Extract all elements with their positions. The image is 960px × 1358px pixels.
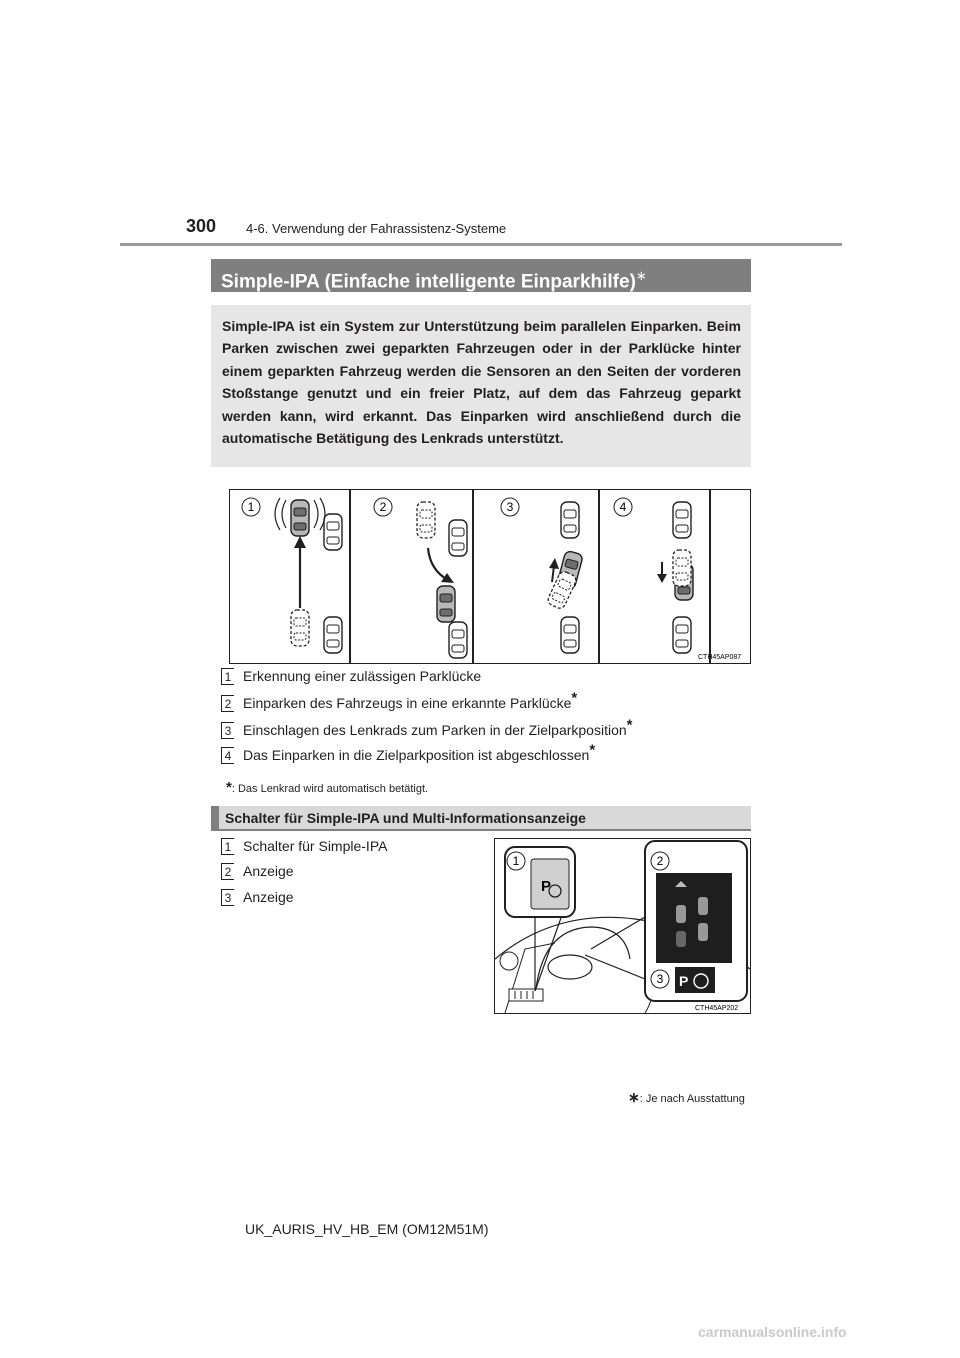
watermark: carmanualsonline.info [698,1324,847,1340]
intro-text: Simple-IPA ist ein System zur Unterstützung beim parallelen Einparken. Beim Parken zwischen zwei geparkten Fahrzeugen oder in der Parklücke hinter einem geparkten Fahrzeug werden die Sensoren an den Seiten der vorderen Stoßstange genutzt und ein freier Platz, auf dem das Fahrzeug geparkt werden kann, wird erkannt. Das Einparken wird anschließend durch die automatische Betätigung des Lenkrads unterstützt. [222,318,741,447]
switch-display-illustration [495,839,750,1013]
parking-sequence-figure [229,489,751,664]
steps-footnote [226,779,428,796]
display-letter: P [679,973,689,989]
item-text: Schalter für Simple-IPA [243,838,388,854]
subsection-title: Schalter für Simple-IPA und Multi-Informationsanzeige [211,806,751,831]
panel-4-complete [657,502,693,653]
footnote-mark: * [226,779,232,796]
step-text: Das Einparken in die Zielparkposition ist abgeschlossen [243,747,590,763]
panel-2-parking [417,502,467,658]
item-text: Anzeige [243,889,294,905]
item-number: 3 [221,889,234,906]
page-number: 300 [186,216,217,236]
svg-text:2: 2 [379,500,387,514]
item-number: 1 [221,838,234,855]
svg-text:3: 3 [656,972,664,986]
document-id: UK_AURIS_HV_HB_EM (OM12M51M) [245,1221,489,1237]
item-text: Anzeige [243,863,294,879]
section-title-text: Simple-IPA (Einfache intelligente Einparkhilfe) [221,271,636,293]
note-mark: ∗ [628,1089,640,1105]
figure1-code: CTH45AP087 [698,654,742,661]
footnote-text: : Das Lenkrad wird automatisch betätigt. [231,783,429,795]
section-title [211,259,751,292]
step-number: 4 [221,747,234,764]
callout-4 [614,498,632,516]
step-number: 1 [221,668,234,685]
step-text: Einparken des Fahrzeugs in eine erkannte Parklücke [243,695,572,711]
step-number: 3 [221,722,234,739]
ipa-switch-letter: P [541,878,552,895]
figure2-code: CTH45AP202 [695,1005,739,1012]
equipment-note [628,1089,745,1106]
callout-2 [374,498,392,516]
step-text: Einschlagen des Lenkrads zum Parken in der Zielparkposition [243,722,627,738]
panel-1-detection [275,498,342,653]
svg-text:2: 2 [656,854,664,868]
step-text: Erkennung einer zulässigen Parklücke [243,668,482,684]
callout-3 [501,498,519,516]
intro-box [211,305,751,467]
switch-display-figure [494,838,751,1014]
svg-text:3: 3 [506,500,514,514]
parking-sequence-illustration [230,490,750,663]
note-text: : Je nach Ausstattung [639,1093,745,1105]
svg-text:4: 4 [619,500,627,514]
chapter-title: 4-6. Verwendung der Fahrassistenz-Systeme [246,221,507,236]
step-mark: * [626,716,633,734]
callout-1 [242,498,260,516]
panel-3-steering [546,502,583,653]
section-title-mark: ∗ [635,268,647,283]
svg-text:1: 1 [512,854,520,868]
header-rule [120,243,842,246]
step-number: 2 [221,695,234,712]
step-mark: * [571,689,578,707]
item-number: 2 [221,863,234,880]
step-mark: * [589,741,596,759]
svg-text:1: 1 [247,500,255,514]
